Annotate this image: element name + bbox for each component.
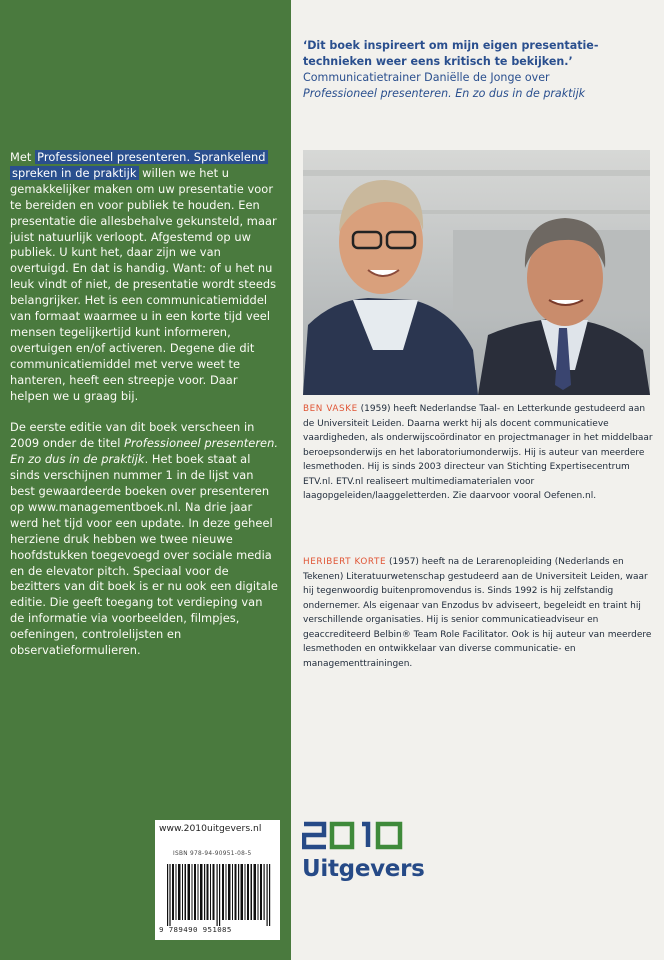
testimonial-quote	[303, 38, 648, 102]
highlighted-title-line-1: Professioneel presenteren. Sprankelend	[37, 150, 266, 164]
blurb-intro-word: Met	[10, 150, 32, 164]
publisher-name: Uitgevers	[302, 856, 425, 882]
publisher-logo-number	[302, 820, 410, 850]
blurb-paragraph-1	[10, 150, 280, 405]
green-panel	[0, 0, 291, 960]
quote-text: ‘Dit boek inspireert om mijn eigen presentatie-technieken weer eens kritisch te bekijken.’	[303, 39, 599, 68]
blurb	[10, 150, 280, 675]
blurb-paragraph-2-intro: De eerste editie van dit boek verscheen in 2009 onder de titel	[10, 420, 255, 451]
blurb-paragraph-2	[10, 420, 280, 659]
publisher-url: www.2010uitgevers.nl	[159, 823, 262, 834]
blurb-book-title: Professioneel presenteren. En zo dus in de praktijk	[10, 436, 279, 467]
blurb-paragraph-1-text: willen we het u gemakkelijker maken om uw presentatie voor te bereiden en voor publiek te houden. Een presentatie die allesbehalve gekunsteld, maar juist natuurlijk verloopt. Afgestemd op uw publiek. U kunt het, daar zijn we van overtuigd. En dat is handig. Want: of u het nu leuk vindt of niet, de presentatie wordt steeds belangrijker. Het is een communicatiemiddel van formaat waarmee u in een korte tijd veel mensen tegelijkertijd kunt informeren, overtuigen en/of activeren. Degene die dit communicatiemiddel met verve weet te hanteren, heeft een streepje voor. Daar helpen we u graag bij.	[10, 165, 277, 403]
quote-attribution: Communicatietrainer Daniëlle de Jonge over	[303, 71, 550, 84]
barcode-graphic	[165, 864, 273, 926]
author-bio-ben-vaske	[303, 402, 653, 504]
right-column	[291, 0, 664, 960]
author-name-ben-vaske: BEN VASKE	[303, 404, 358, 414]
authors-photo	[303, 150, 650, 395]
barcode-label	[155, 820, 280, 940]
quote-book-title: Professioneel presenteren. En zo dus in de praktijk	[303, 87, 586, 100]
highlighted-title-line-2: spreken in de praktijk	[12, 165, 137, 180]
logo-number-text: 2010	[302, 820, 305, 821]
barcode-digits: 9 789490 951085	[159, 925, 232, 934]
author-name-heribert-korte: HERIBERT KORTE	[303, 557, 387, 567]
author-bio-text: (1959) heeft Nederlandse Taal- en Letterkunde gestudeerd aan de Universiteit Leiden. Daarna werkt hij als docent communicatieve vaardigheden, als onderwijscoördinator en projectmanager in het middelbaar beroepsonderwijs en het laboratoriumonderwijs. Hij is auteur van meerdere lesmethoden. Hij is sinds 2003 directeur van Stichting Expertisecentrum ETV.nl. ETV.nl realiseert multimediamaterialen voor laagopgeleiden/laaggeletterden. Zie daarvoor vooral Oefenen.nl.	[303, 404, 653, 501]
publisher-logo	[302, 820, 425, 882]
isbn-text: ISBN 978-94-90951-08-5	[173, 851, 252, 857]
author-bio-heribert-korte	[303, 555, 653, 671]
author-bio-text: (1957) heeft na de Lerarenopleiding (Nederlands en Tekenen) Literatuurwetenschap gestudeerd aan de Universiteit Leiden, waar hij tegenwoordig buitenpromovendus is. Sinds 1992 is hij zelfstandig ondernemer. Als eigenaar van Enzodus bv adviseert, begeleidt en traint hij verschillende organisaties. Hij is senior communicatieadviseur en geaccrediteerd Belbin® Team Role Facilitator. Ook is hij auteur van meerdere lesmethoden en ontwikkelaar van diverse communicatie- en managementtrainingen.	[303, 557, 652, 669]
blurb-paragraph-2-text: . Het boek staat al sinds verschijnen nummer 1 in de lijst van best gewaardeerde boeken over presenteren op www.managementboek.nl. Na drie jaar werd het tijd voor een update. In deze geheel herziene druk hebben we twee nieuwe hoofdstukken toegevoegd over sociale media en de elevator pitch. Speciaal voor de bezitters van dit boek is er nu ook een digitale editie. Die geeft toegang tot verdieping van de informatie via voorbeelden, filmpjes, oefeningen, controlelijsten en observatieformulieren.	[10, 452, 278, 658]
